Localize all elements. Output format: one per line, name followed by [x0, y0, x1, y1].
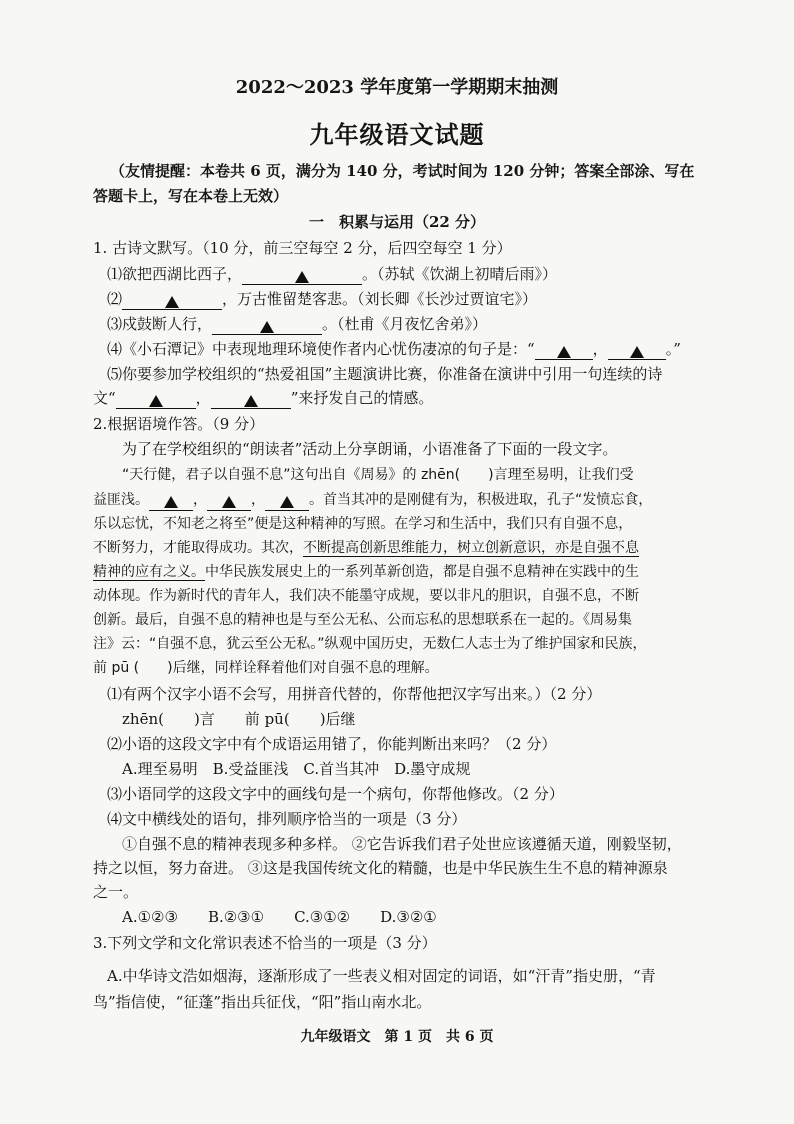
q1-s2-post: ，万古惟留楚客悲。（刘长卿《长沙过贾谊宅》） [222, 290, 538, 308]
answer-blank[interactable] [211, 391, 291, 409]
passage-p2-post: 。首当其冲的是刚健有为，积极进取，孔子“发愤忘食， [309, 492, 653, 508]
q3-stem: 3.下列文学和文化常识表述不恰当的一项是（3 分） [93, 934, 437, 952]
q1-s1-post: 。（苏轼《饮湖上初晴后雨》） [362, 265, 558, 283]
page-footer: 九年级语文 第 1 页 共 6 页 [300, 1029, 494, 1045]
q2-stem: 2.根据语境作答。（9 分） [93, 415, 265, 433]
q2-sub4-line-1: ①自强不息的精神表现多种多样。 ②它告诉我们君子处世应该遵循天道，刚毅坚韧， [122, 835, 682, 853]
q1-s5-post: ”来抒发自己的情感。 [290, 389, 434, 407]
q1-line-4 [107, 339, 681, 360]
answer-blank[interactable] [608, 342, 666, 360]
passage-line-2 [93, 490, 652, 511]
q1-s4-pre: ⑷《小石潭记》中表现地理环境使作者内心忧伤凄凉的句子是：“ [107, 340, 535, 358]
passage-sep: ， [193, 492, 207, 508]
q2-sub4-options: A.①②③ B.②③① C.③①② D.③②① [122, 908, 437, 926]
notice-line-1: （友情提醒：本卷共 6 页，满分为 140 分，考试时间为 120 分钟；答案全部涂、写在 [110, 162, 695, 180]
q1-s1-pre: ⑴欲把西湖比西子， [107, 265, 243, 283]
q1-s4-mid: ， [592, 340, 608, 358]
passage-line-7: 创新。最后，自强不息的精神也是与至公无私、公而忘私的思想联系在一起的。《周易集 [93, 612, 632, 628]
passage-blank-3[interactable] [265, 493, 309, 511]
blank-marker-icon [164, 496, 178, 508]
q3-option-a-line-2: 鸟”指信使，“征蓬”指出兵征伐，“阳”指山南水北。 [93, 993, 432, 1011]
q1-s2-pre: ⑵ [107, 290, 123, 308]
passage-blank-2[interactable] [207, 493, 251, 511]
exam-subtitle: 九年级语文试题 [309, 120, 485, 149]
q1-s3-post: 。（杜甫《月夜忆舍弟》） [322, 315, 488, 333]
q1-line-2 [107, 289, 537, 310]
blank-marker-icon [222, 496, 236, 508]
answer-blank[interactable] [122, 292, 222, 310]
passage-p2-pre: 益匪浅。 [93, 492, 149, 508]
passage-line-6: 动体现。作为新时代的青年人，我们决不能墨守成规，要以非凡的胆识，自强不息，不断 [93, 588, 639, 604]
notice-line-2: 答题卡上，写在本卷上无效） [93, 187, 289, 205]
q2-sub4-line-3: 之一。 [93, 883, 139, 901]
q1-s3-pre: ⑶戍鼓断人行， [107, 315, 213, 333]
q2-sub2: ⑵小语的这段文字中有个成语运用错了，你能判断出来吗？（2 分） [107, 735, 557, 753]
underlined-sentence: 不断提高创新思维能力，树立创新意识，亦是自强不息 [303, 540, 639, 556]
q1-line-1 [107, 264, 557, 285]
passage-sep: ， [251, 492, 265, 508]
blank-marker-icon [244, 395, 258, 407]
blank-marker-icon [165, 296, 179, 308]
q1-stem: 1. 古诗文默写。（10 分，前三空每空 2 分，后四空每空 1 分） [93, 239, 512, 257]
q1-line-6 [93, 388, 433, 409]
blank-marker-icon [149, 395, 163, 407]
underlined-sentence: 精神的应有之义。 [93, 564, 205, 580]
q2-sub3: ⑶小语同学的这段文字中的画线句是一个病句，你帮他修改。（2 分） [107, 785, 564, 803]
passage-line-4 [93, 538, 639, 558]
section-title: 一 积累与运用（22 分） [308, 213, 486, 231]
q1-s4-post: 。” [665, 340, 681, 358]
q2-intro: 为了在学校组织的“朗读者”活动上分享朗诵，小语准备了下面的一段文字。 [122, 440, 618, 458]
q2-sub1: ⑴有两个汉字小语不会写，用拼音代替的，你帮他把汉字写出来。）（2 分） [107, 685, 602, 703]
passage-line-9: 前 pū ( )后继，同样诠释着他们对自强不息的理解。 [93, 660, 439, 676]
answer-blank[interactable] [212, 317, 322, 335]
blank-marker-icon [630, 346, 644, 358]
q2-sub4: ⑷文中横线处的语句，排列顺序恰当的一项是（3 分） [107, 810, 467, 828]
q2-sub1-answer: zhēn( )言 前 pū( )后继 [122, 710, 356, 728]
q2-sub2-options: A.理至易明 B.受益匪浅 C.首当其冲 D.墨守成规 [122, 760, 471, 778]
passage-line-3: 乐以忘忧，不知老之将至”便是这种精神的写照。在学习和生活中，我们只有自强不息， [93, 516, 633, 532]
answer-blank[interactable] [116, 391, 196, 409]
q3-option-a-line-1: A.中华诗文浩如烟海，逐渐形成了一些表义相对固定的词语，如“汗青”指史册，“青 [107, 967, 656, 985]
passage-line-8: 注》云：“自强不息，犹云至公无私。”纵观中国历史，无数仁人志士为了维护国家和民族， [93, 636, 647, 652]
answer-blank[interactable] [535, 342, 593, 360]
exam-title: 2022～2023 学年度第一学期期末抽测 [235, 77, 559, 98]
passage-blank-1[interactable] [149, 493, 193, 511]
blank-marker-icon [280, 496, 294, 508]
passage-line-5 [93, 562, 639, 582]
q1-s5-pre: 文“ [93, 389, 116, 407]
q1-line-3 [107, 314, 487, 335]
passage-p5-post: 中华民族发展史上的一系列革新创造，都是自强不息精神在实践中的生 [205, 564, 639, 580]
q1-s5-mid: ， [195, 389, 211, 407]
passage-line-1: “天行健，君子以自强不息”这句出自《周易》的 zhēn( )言理至易明，让我们受 [122, 467, 634, 483]
blank-marker-icon [557, 346, 571, 358]
passage-p4-pre: 不断努力，才能取得成功。其次， [93, 540, 303, 556]
blank-marker-icon [295, 271, 309, 283]
answer-blank[interactable] [242, 267, 362, 285]
q1-line-5: ⑸你要参加学校组织的“热爱祖国”主题演讲比赛，你准备在演讲中引用一句连续的诗 [107, 365, 663, 383]
blank-marker-icon [260, 321, 274, 333]
q2-sub4-line-2: 持之以恒，努力奋进。 ③这是我国传统文化的精髓，也是中华民族生生不息的精神源泉 [93, 859, 668, 877]
